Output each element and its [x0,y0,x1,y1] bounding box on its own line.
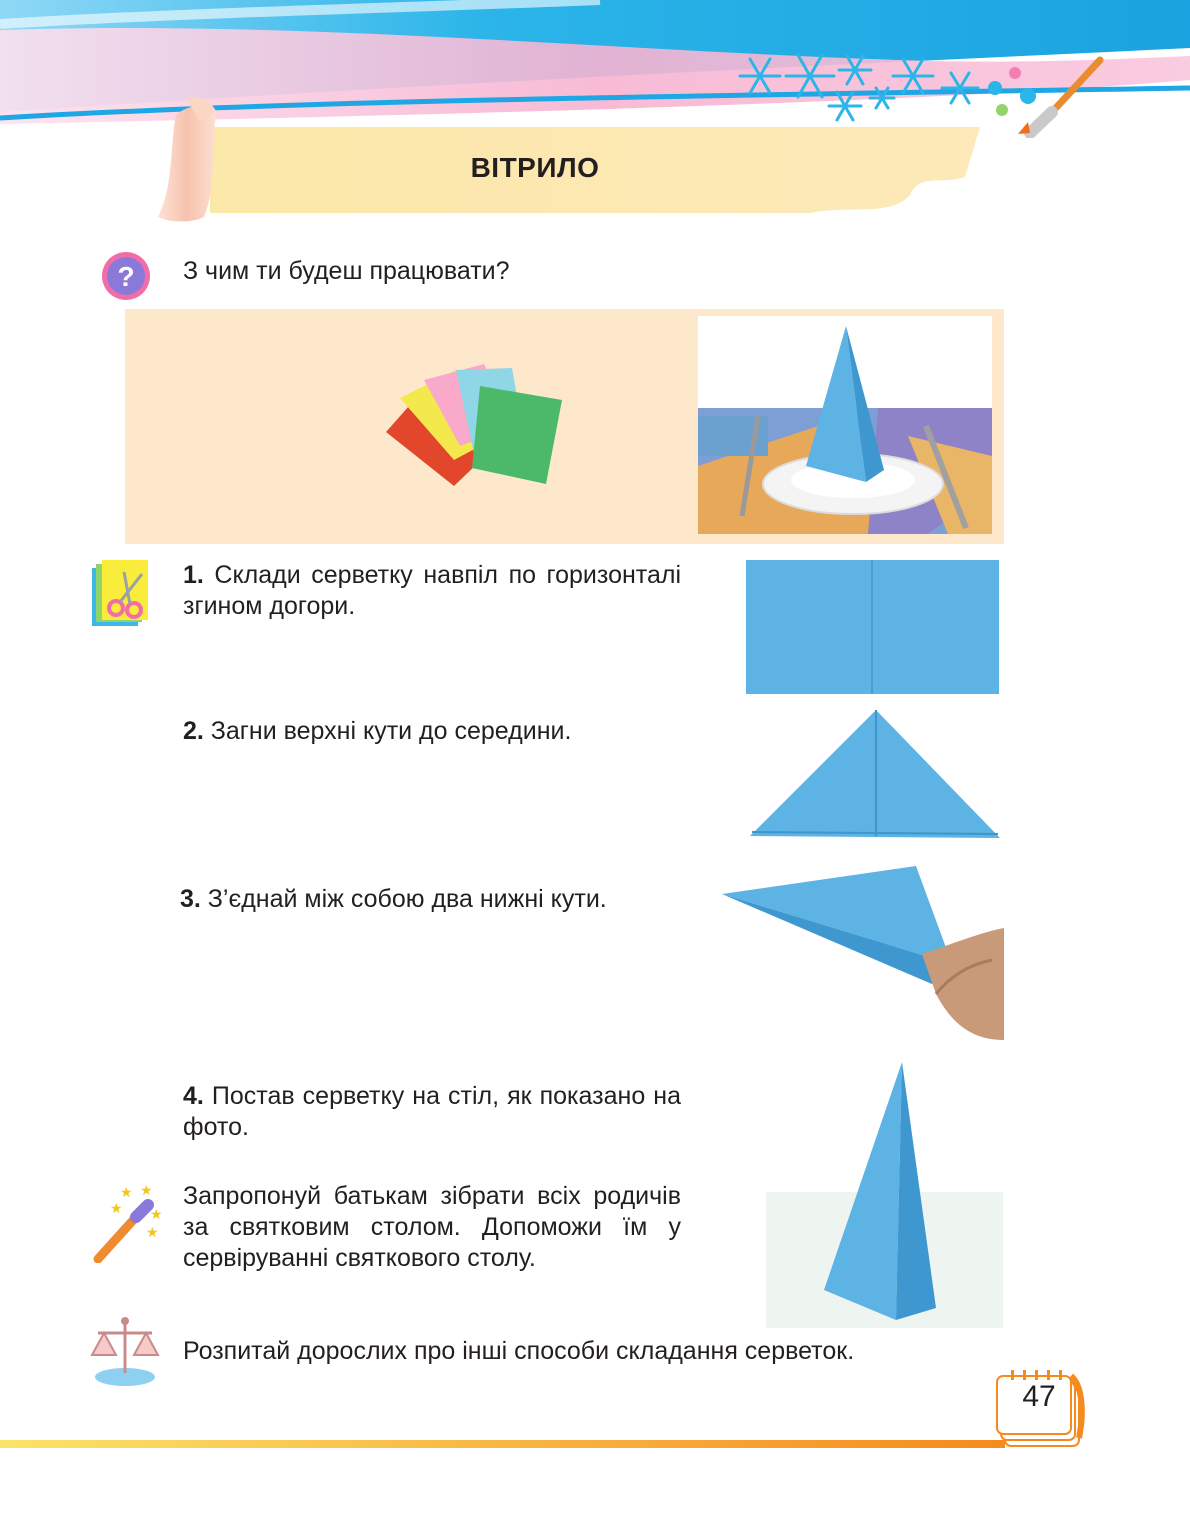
step-2-text [183,716,681,747]
ask-adults-text: Розпитай дорослих про інші способи складання серветок. [183,1337,855,1365]
step-3-text [180,884,678,915]
footer-line [0,1440,1005,1448]
napkin-triangle-image [748,708,1002,842]
step-4-text [183,1081,681,1143]
step-4-instruction: Постав серветку на стіл, як показано на фото. [183,1082,681,1141]
step-1-number: 1. [183,561,204,589]
napkin-folded-half-image [746,560,999,694]
step-1-instruction: Склади серветку навпіл по горизонталі згином догори. [183,561,681,620]
question-icon [100,250,152,302]
question-text: З чим ти будеш працювати? [183,257,510,285]
svg-text:★: ★ [140,1183,153,1199]
page-number: 47 [1022,1380,1056,1413]
napkins-stack-image [384,360,566,486]
scales-icon [90,1315,160,1387]
scissors-paper-icon [90,560,150,630]
svg-text:★: ★ [110,1201,123,1217]
step-3-number: 3. [180,885,201,913]
svg-text:?: ? [117,261,135,292]
page-title: ВІТРИЛО [470,152,600,183]
parents-tip-text: Запропонуй батькам зібрати всіх родичів за святковим столом. Допоможи їм у сервіруванні святкового столу. [183,1182,681,1272]
svg-text:★: ★ [146,1225,159,1241]
step-1-text [183,560,681,622]
svg-text:★: ★ [120,1185,133,1201]
step-2-instruction: Загни верхні кути до середини. [203,717,572,745]
svg-text:★: ★ [150,1207,163,1223]
brush-stars-icon [90,1183,164,1263]
step-4-number: 4. [183,1082,204,1110]
step-2-number: 2. [183,717,204,745]
napkin-on-plate-image [698,316,992,534]
napkin-corners-joined-image [722,864,1004,1054]
napkin-sail-image [766,1060,1003,1328]
step-3-instruction: З’єднай між собою два нижні кути. [200,885,607,913]
